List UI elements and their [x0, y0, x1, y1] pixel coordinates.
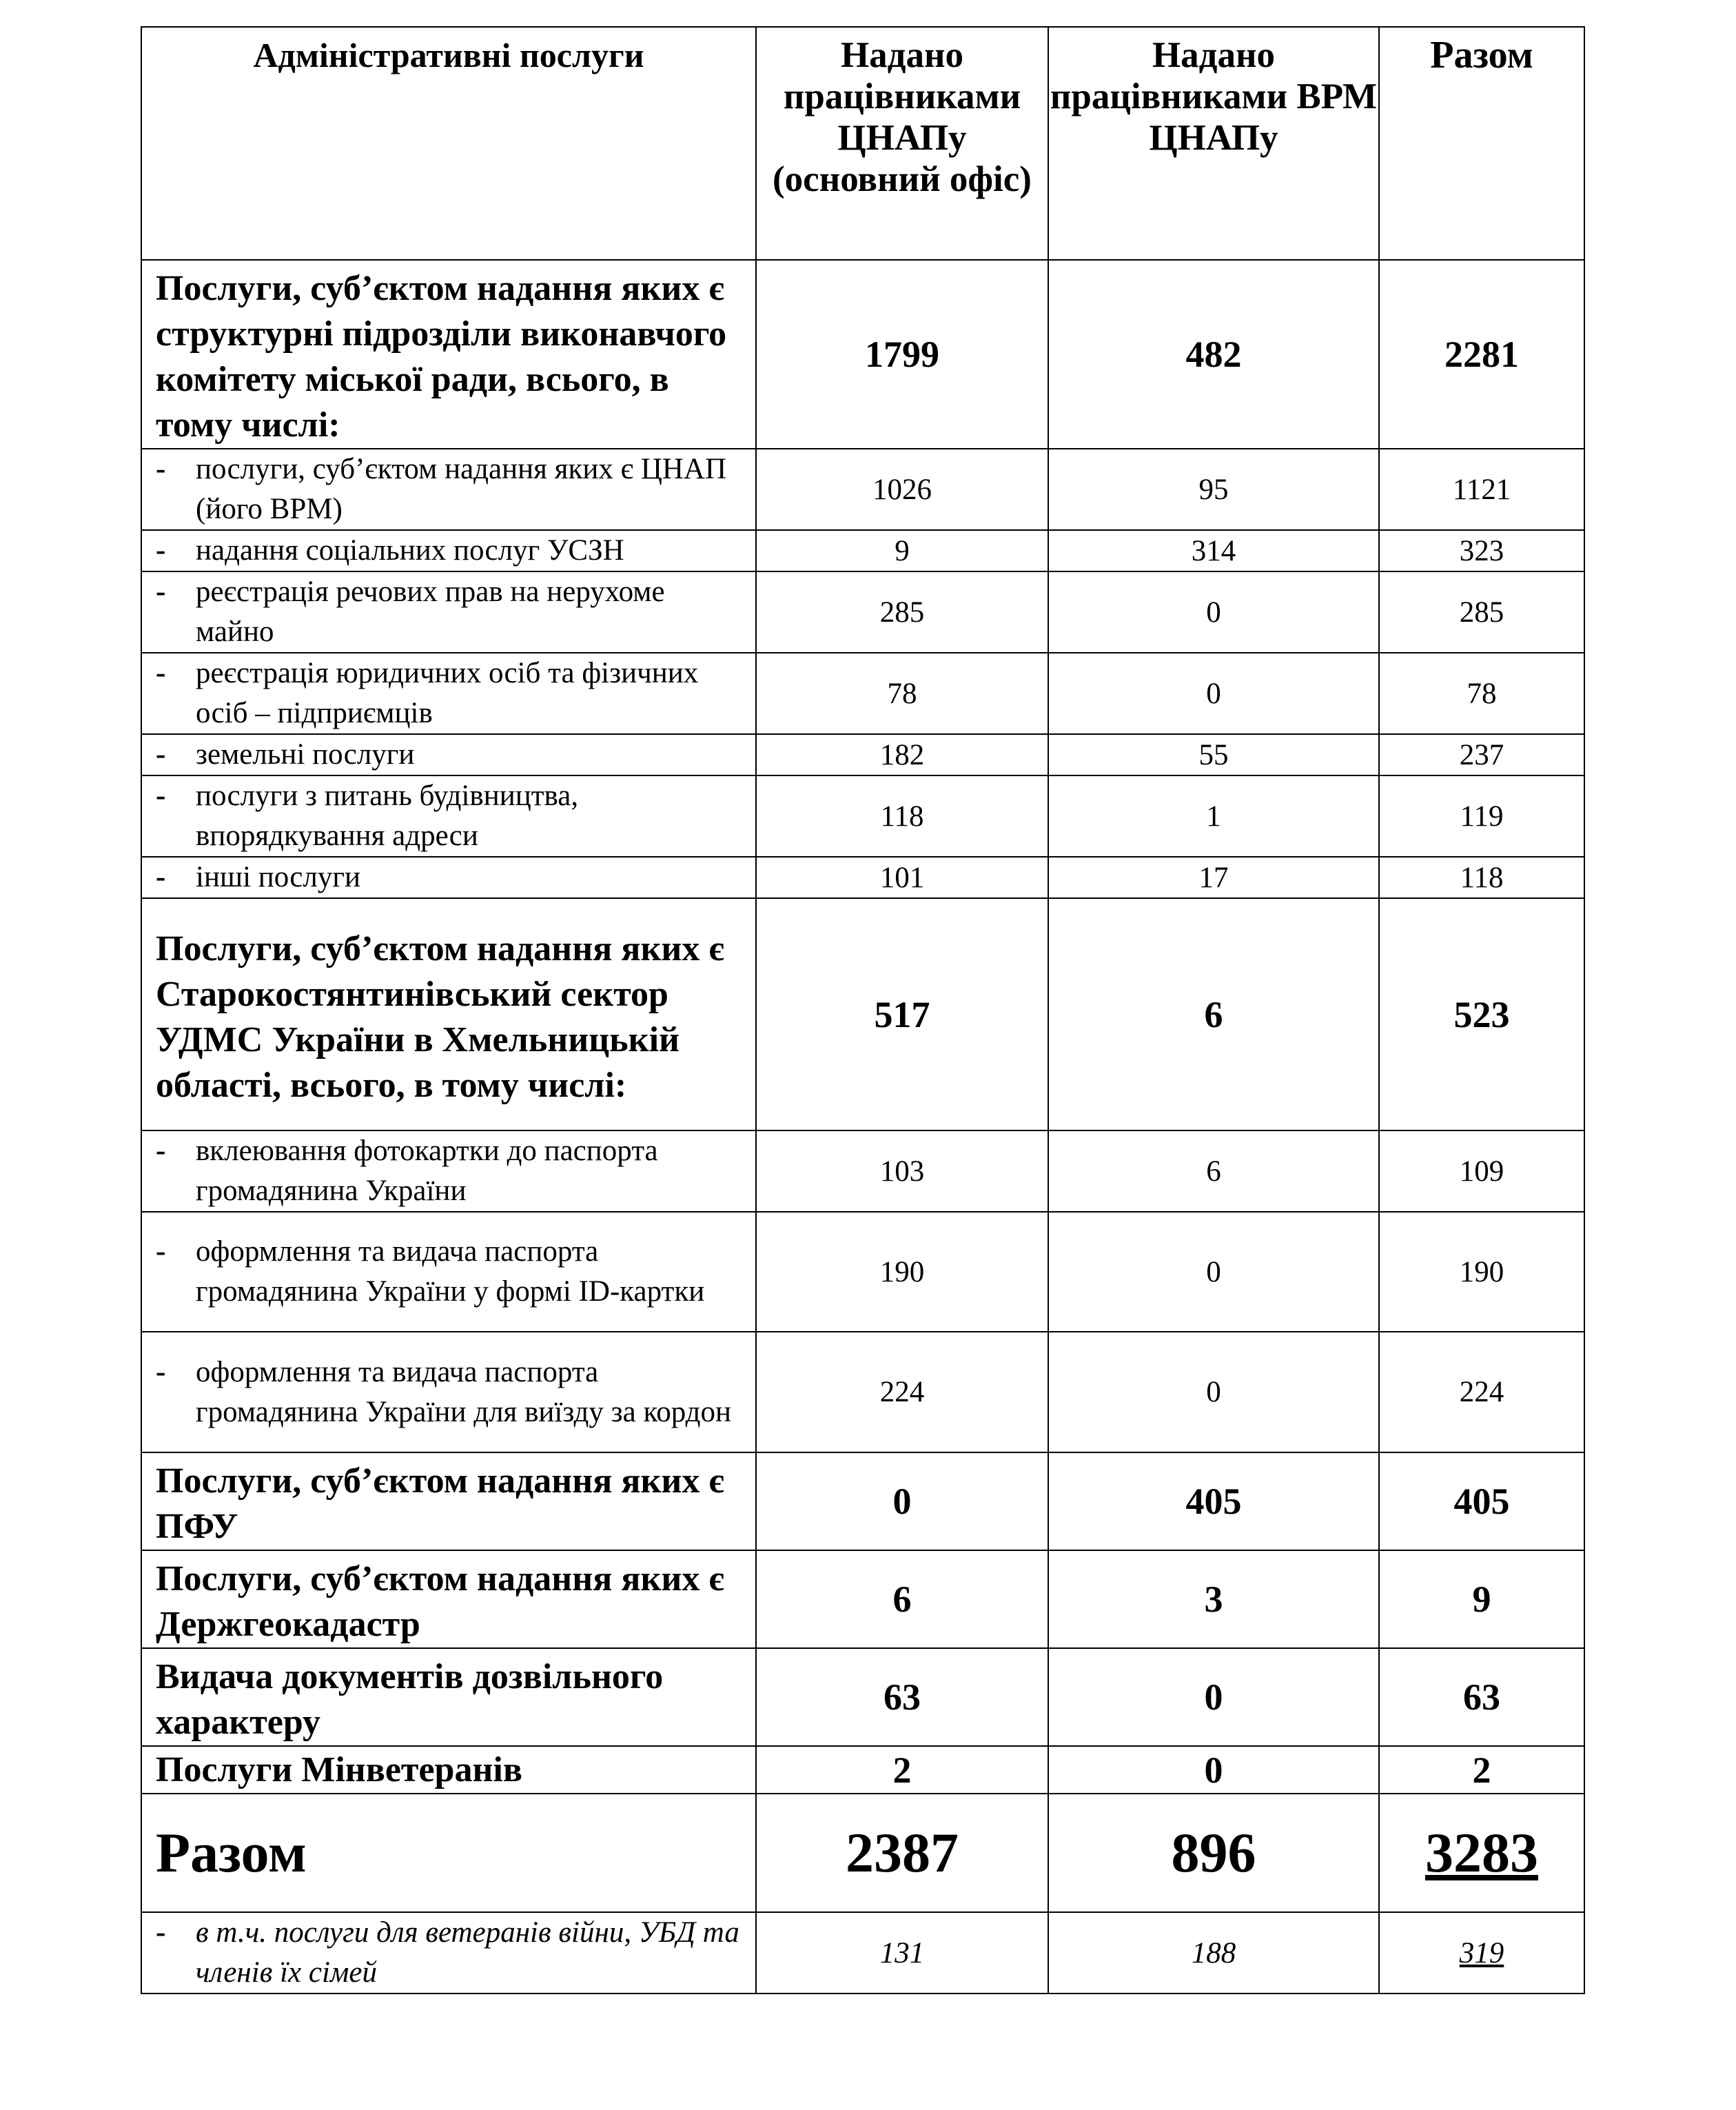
list-dash: - [156, 861, 166, 893]
veterans-value-total: 319 [1379, 1912, 1584, 1994]
row-value-main: 1799 [756, 260, 1048, 449]
list-dash: - [156, 534, 166, 567]
row-value-vrm: 0 [1048, 1212, 1379, 1332]
table-row [141, 1130, 1584, 1212]
row-value-total: 523 [1379, 898, 1584, 1130]
header-total: Разом [1379, 27, 1584, 260]
row-label: інші послуги [196, 861, 361, 893]
row-value-main: 101 [756, 857, 1048, 898]
row-label: послуги з питань будівництва, впорядкування адреси [196, 780, 579, 852]
row-value-total: 237 [1379, 734, 1584, 775]
row-value-vrm: 0 [1048, 1332, 1379, 1452]
row-label: Послуги, суб’єктом надання яких є Старокостянтинівський сектор УДМС України в Хмельницькій області, всього, в тому числі: [141, 898, 756, 1130]
table-row [141, 734, 1584, 775]
table-row [141, 857, 1584, 898]
list-dash: - [156, 576, 166, 608]
row-value-total: 405 [1379, 1452, 1584, 1550]
row-value-main: 6 [756, 1550, 1048, 1648]
total-value-sum: 3283 [1379, 1794, 1584, 1912]
total-value-main: 2387 [756, 1794, 1048, 1912]
row-value-vrm: 0 [1048, 571, 1379, 653]
row-label: оформлення та видача паспорта громадянина України у формі ID-картки [196, 1235, 705, 1308]
header-main-office: Надано працівниками ЦНАПу (основний офіс) [756, 27, 1048, 260]
total-row [141, 1794, 1584, 1912]
row-value-vrm: 482 [1048, 260, 1379, 449]
row-value-vrm: 6 [1048, 898, 1379, 1130]
total-label: Разом [141, 1794, 756, 1912]
table-row [141, 1550, 1584, 1648]
row-value-main: 118 [756, 775, 1048, 857]
row-value-vrm: 6 [1048, 1130, 1379, 1212]
row-value-main: 78 [756, 653, 1048, 734]
table-row [141, 1332, 1584, 1452]
row-value-total: 63 [1379, 1648, 1584, 1746]
row-label: земельні послуги [196, 738, 415, 771]
row-value-vrm: 0 [1048, 1648, 1379, 1746]
row-label: Послуги, суб’єктом надання яких є ПФУ [141, 1452, 756, 1550]
row-value-vrm: 0 [1048, 653, 1379, 734]
table-row [141, 775, 1584, 857]
row-value-total: 109 [1379, 1130, 1584, 1212]
list-dash: - [156, 453, 166, 485]
header-services: Адміністративні послуги [141, 27, 756, 260]
header-vrm: Надано працівниками ВРМ ЦНАПу [1048, 27, 1379, 260]
row-value-vrm: 3 [1048, 1550, 1379, 1648]
row-value-total: 1121 [1379, 449, 1584, 530]
veterans-label: в т.ч. послуги для ветеранів війни, УБД та членів їх сімей [196, 1916, 739, 1989]
table-row [141, 1746, 1584, 1794]
row-value-main: 285 [756, 571, 1048, 653]
list-dash: - [156, 657, 166, 689]
list-dash: - [156, 1235, 166, 1268]
veterans-value-vrm: 188 [1048, 1912, 1379, 1994]
row-label: послуги, суб’єктом надання яких є ЦНАП (його ВРМ) [196, 453, 727, 525]
table-row [141, 571, 1584, 653]
row-label: Послуги Мінветеранів [141, 1746, 756, 1794]
row-value-main: 517 [756, 898, 1048, 1130]
row-value-total: 78 [1379, 653, 1584, 734]
row-value-total: 323 [1379, 530, 1584, 571]
list-dash: - [156, 1916, 166, 1949]
table-row [141, 1452, 1584, 1550]
row-value-vrm: 55 [1048, 734, 1379, 775]
row-label: вклеювання фотокартки до паспорта громадянина України [196, 1135, 658, 1207]
list-dash: - [156, 1135, 166, 1167]
row-value-vrm: 95 [1048, 449, 1379, 530]
row-value-total: 9 [1379, 1550, 1584, 1648]
row-value-total: 119 [1379, 775, 1584, 857]
row-value-total: 224 [1379, 1332, 1584, 1452]
header-row [141, 27, 1584, 260]
veterans-value-main: 131 [756, 1912, 1048, 1994]
row-label: реєстрація юридичних осіб та фізичних осіб – підприємців [196, 657, 699, 729]
list-dash: - [156, 1355, 166, 1388]
row-value-total: 2 [1379, 1746, 1584, 1794]
table-row [141, 530, 1584, 571]
veterans-row [141, 1912, 1584, 1994]
row-value-total: 190 [1379, 1212, 1584, 1332]
row-value-vrm: 17 [1048, 857, 1379, 898]
row-value-vrm: 1 [1048, 775, 1379, 857]
table-row [141, 1648, 1584, 1746]
row-value-main: 182 [756, 734, 1048, 775]
row-value-main: 0 [756, 1452, 1048, 1550]
row-value-main: 190 [756, 1212, 1048, 1332]
table-row [141, 898, 1584, 1130]
row-value-vrm: 0 [1048, 1746, 1379, 1794]
list-dash: - [156, 780, 166, 812]
row-label: Видача документів дозвільного характеру [141, 1648, 756, 1746]
table-row [141, 449, 1584, 530]
row-label: Послуги, суб’єктом надання яких є структурні підрозділи виконавчого комітету міської ради, всього, в тому числі: [141, 260, 756, 449]
row-value-total: 2281 [1379, 260, 1584, 449]
row-label: оформлення та видача паспорта громадянина України для виїзду за кордон [196, 1355, 732, 1428]
list-dash: - [156, 738, 166, 771]
table-row [141, 260, 1584, 449]
row-value-vrm: 405 [1048, 1452, 1379, 1550]
row-value-main: 1026 [756, 449, 1048, 530]
row-value-main: 103 [756, 1130, 1048, 1212]
row-value-main: 63 [756, 1648, 1048, 1746]
total-value-vrm: 896 [1048, 1794, 1379, 1912]
table-row [141, 1212, 1584, 1332]
row-value-total: 285 [1379, 571, 1584, 653]
row-value-total: 118 [1379, 857, 1584, 898]
row-value-vrm: 314 [1048, 530, 1379, 571]
row-value-main: 9 [756, 530, 1048, 571]
row-label: Послуги, суб’єктом надання яких є Держгеокадастр [141, 1550, 756, 1648]
services-table [141, 26, 1585, 1994]
row-value-main: 2 [756, 1746, 1048, 1794]
row-label: реєстрація речових прав на нерухоме майно [196, 576, 665, 648]
table-row [141, 653, 1584, 734]
row-value-main: 224 [756, 1332, 1048, 1452]
row-label: надання соціальних послуг УСЗН [196, 534, 624, 567]
